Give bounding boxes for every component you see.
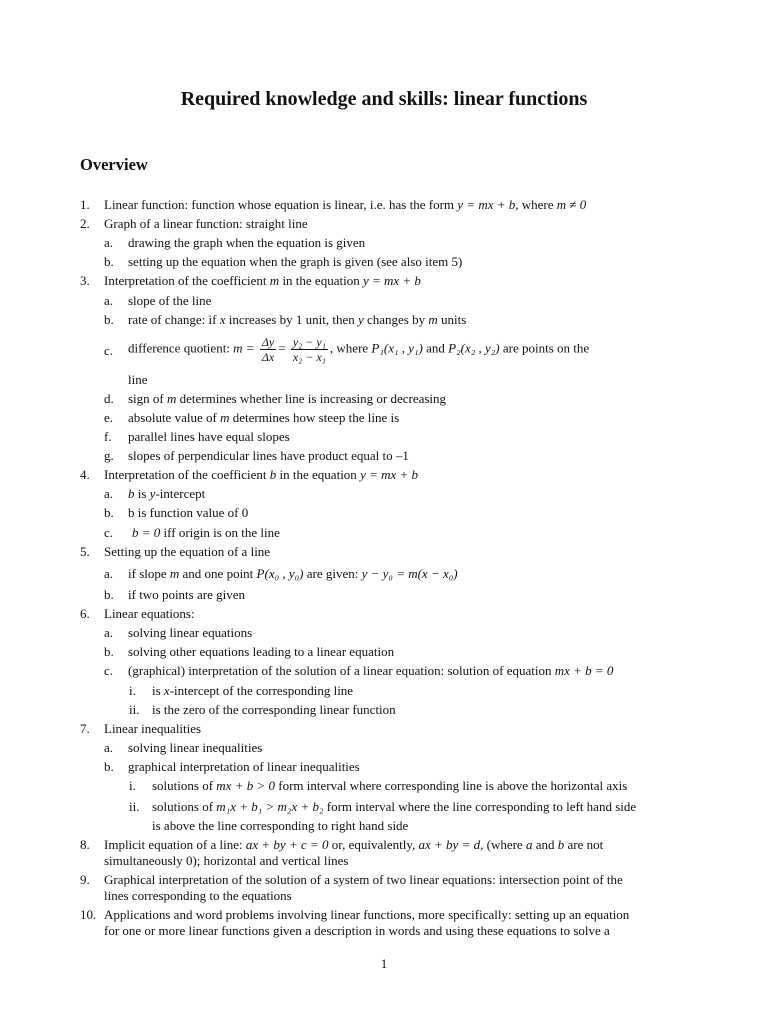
page-title: Required knowledge and skills: linear functions [180,88,588,110]
fraction-delta: $\frac{\Delta y}{\Delta x}$ [261,335,275,364]
section-heading: Overview [80,155,148,174]
fraction-points: $\frac{\text{y₂ − y₁}}{\text{x₂ − x₁}}$ [292,335,326,364]
page-number: 1 [380,956,388,971]
document-page: Required knowledge and skills: linear functions Overview 1. Linear function: function whose equation is linear, i.e. has the form y = mx + b, where m ≠ 0 2. Graph of a linear function: straight line a. drawing the graph when the equation is given b. setting up the equation when the graph is given (see also item 5) 3. Interpretation of the coefficient m in the equation y = mx + b a. slope of the line b. rate of change: if x increases by 1 unit, then y changes by m units c. difference quotient: m = $\frac{\Delta y}{\Delta x}$ = $\frac{\text{y₂ − y₁}}{\text{x₂ − x₁}}$ , where P₁(x₁ , y₁) and P₂(x₂ , y₂) are points on the line d. sign of m determines whether line is increasing or decreasing e. absolute value of m determines how steep the line is f. parallel lines have equal slopes g. slopes of perpendicular lines have product equal to –1 4. Interpretation of the coefficient b in the equation y = mx + b a. b is y-intercept b. b is function value of 0 c. b = 0 iff origin is on the line 5. Setting up the equation of a line a. if slope m and one point P(x₀ , y₀) are given: y − y₀ = m(x − x₀) b. if two points are given 6. Linear equations: a. solving linear equations b. solving other equations leading to a linear equation c. (graphical) interpretation of the solution of a linear equation: solution of equation mx + b = 0 i. is x-intercept of the corresponding line ii. is the zero of the corresponding linear function 7. Linear inequalities a. solving linear inequalities b. graphical interpretation of linear inequalities i. solutions of mx + b > 0 form interval where corresponding line is above the horizontal axis ii. solutions of m₁x + b₁ > m₂x + b₂ form interval where the line corresponding to left hand side is above the line corresponding to right hand side 8. Implicit equation of a line: ax + by + c = 0 or, equivalently, ax + by = d, (where a and b are not simultaneously 0); horizontal and vertical lines 9. Graphical interpretation of the solution of a system of two linear equations: intersection point of the lines corresponding to the equations 10. Applications and word problems involving linear functions, more specifically: setting up an equation for one or more linear functions given a description in words and using these equations to solve a 1 [0,0,768,1024]
